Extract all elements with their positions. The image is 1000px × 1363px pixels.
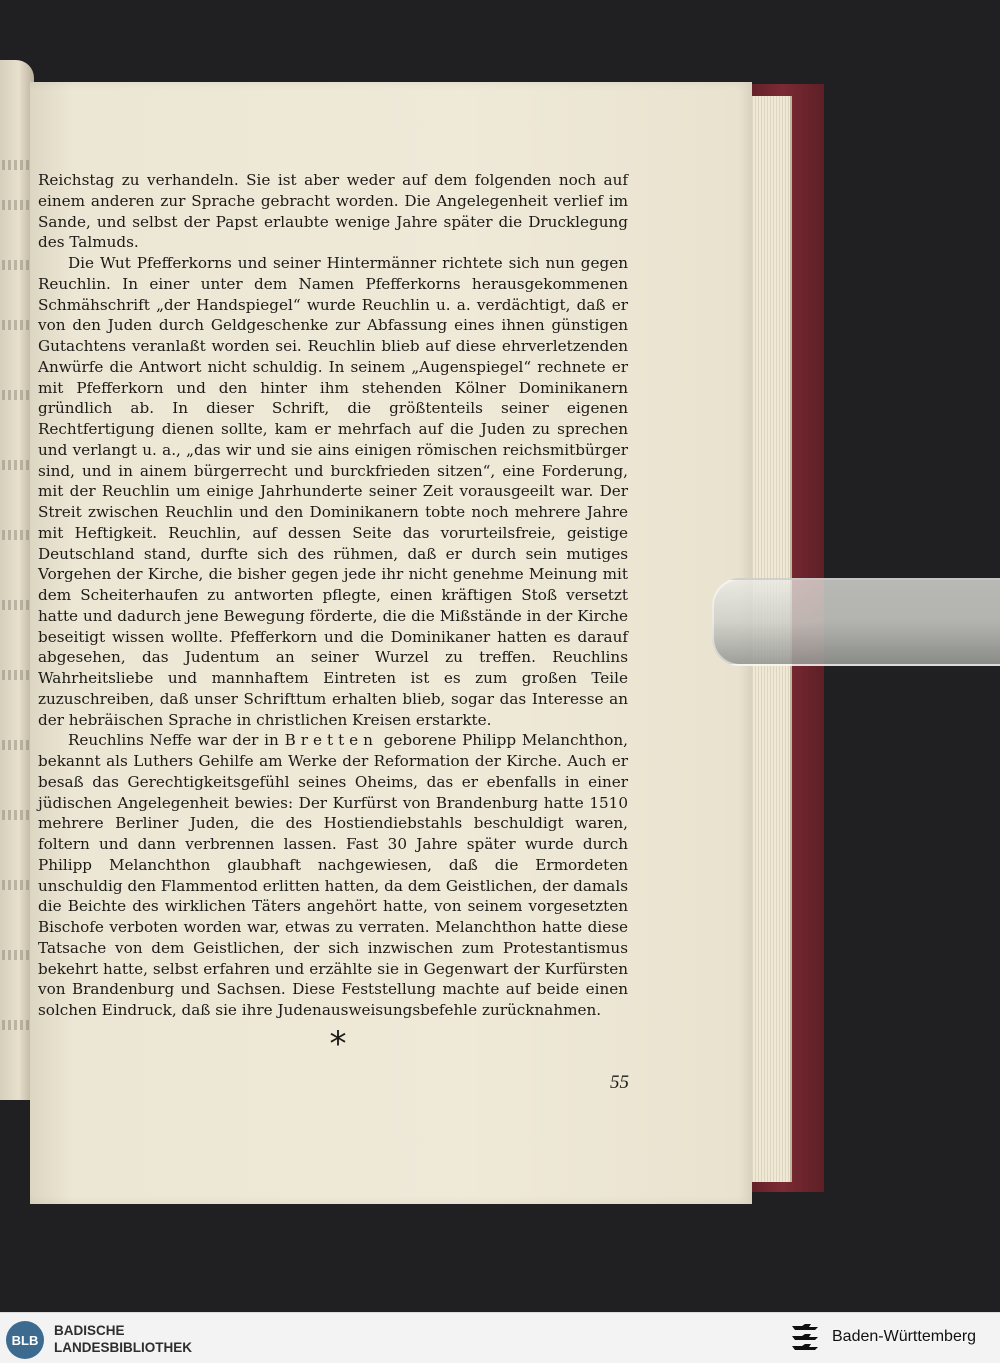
paragraph-3 [38, 730, 628, 1021]
paragraph-1: Reichstag zu verhandeln. Sie ist aber weder auf dem folgenden noch auf einem anderen zur Sprache gebracht worden. Die Angelegenheit verlief im Sande, und selbst der Papst erlaubte wenige Jahre später die Drucklegung des Talmuds. [38, 171, 628, 252]
page-number: 55 [610, 1072, 629, 1093]
paragraph-2: Die Wut Pfefferkorns und seiner Hintermänner richtete sich nun gegen Reuchlin. In einer unter dem Namen Pfefferkorns herausgekommenen Schmähschrift „der Handspiegel“ wurde Reuchlin u. a. verdächtigt, daß er von den Juden durch Geldgeschenke zur Abfassung eines ihnen günstigen Gutachtens veranlaßt worden sei. Reuchlin blieb auf diese ehrverletzenden Anwürfe die Antwort nicht schuldig. In seinem „Augenspiegel“ rechnete er mit Pfefferkorn und den hinter ihm stehenden Kölner Dominikanern gründlich ab. In dieser Schrift, die größtenteils seiner eigenen Rechtfertigung dienen sollte, kam er mehrfach auf die Juden zu sprechen und verlangt u. a., „das wir und sie ains einigen römischen reichsmitbürger sind, und in ainem bürgerrecht und burckfrieden sitzen“, eine Forderung, mit der Reuchlin um einige Jahrhunderte seiner Zeit vorausgeeilt war. Der Streit zwischen Reuchlin und den Dominikanern tobte noch mehrere Jahre mit Heftigkeit. Reuchlin, auf dessen Seite das vorurteilsfreie, geistige Deutschland stand, durfte sich des rühmen, daß er durch sein mutiges Vorgehen der Kirche, die bisher gegen jede ihr nicht genehme Meinung mit dem Scheiterhaufen zu antworten pflegte, einen kräftigen Stoß versetzt hatte und dadurch jene Bewegung förderte, die die Mißstände in der Kirche beseitigt wissen wollte. Pfefferkorn und die Dominikaner hatten es darauf abgesehen, das Judentum an seiner Wurzel zu treffen. Reuchlins Wahrheitsliebe und mannhaftem Eintreten ist es zum großen Teile zuzuschreiben, daß unser Schrifttum erhalten blieb, sogar das Interesse an der hebräischen Sprache in christlichen Kreisen erstarkte. [38, 254, 628, 729]
book-page [30, 82, 752, 1204]
state-label[interactable]: Baden-Württemberg [832, 1328, 977, 1345]
page-clip-bookmark [712, 578, 1000, 666]
library-name-line2: LANDESBIBLIOTHEK [54, 1340, 192, 1355]
library-name[interactable] [54, 1322, 192, 1356]
spaced-place-name: Bretten [284, 731, 378, 750]
previous-page-edge [0, 60, 34, 1100]
library-name-line1: BADISCHE [54, 1323, 125, 1338]
paragraph-3-start: Reuchlins Neffe war der in [68, 731, 285, 750]
blb-logo-icon[interactable]: BLB [6, 1321, 44, 1359]
section-ornament: * [329, 1024, 347, 1064]
footer-bar [0, 1312, 1000, 1363]
paragraph-3-rest: geborene Philipp Melanchthon, bekannt als Luthers Gehilfe am Werke der Reformation der Kirche. Auch er besaß das Gerechtigkeitsgefühl seines Oheims, das er ebenfalls in einer jüdischen Angelegenheit bewies: Der Kurfürst von Brandenburg hatte 1510 mehrere Berliner Juden, die des Hostiendiebstahls beschuldigt waren, foltern und dann verbrennen lassen. Fast 30 Jahre später wurde durch Philipp Melanchthon glaubhaft nachgewiesen, daß die Ermordeten unschuldig den Flammentod erlitten hatten, da dem Geistlichen, der damals die Beichte des wirklichen Täters angehört hatte, von seinem vorgesetzten Bischofe verboten worden war, etwas zu verraten. Melanchthon hatte diese Tatsache von dem Geistlichen, der sich inzwischen zum Protestantismus bekehrt hatte, selbst erfahren und erzählte sie in Gegenwart der Kurfürsten von Brandenburg und Sachsen. Diese Feststellung machte auf beide einen solchen Eindruck, daß sie ihre Judenausweisungsbefehle zurücknahmen. [38, 731, 628, 1019]
lions-crest-icon [788, 1322, 824, 1356]
body-text [38, 170, 628, 1021]
